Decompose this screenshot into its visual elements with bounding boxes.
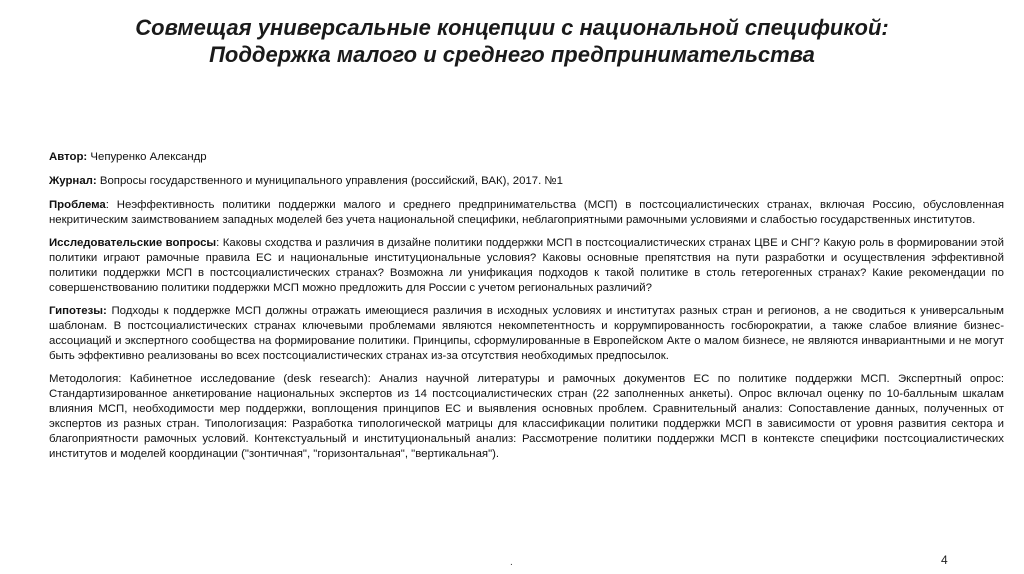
journal-label: Журнал: — [49, 175, 97, 187]
hypotheses-text: Подходы к поддержке МСП должны отражать имеющиеся различия в исходных условиях и институтах разных стран и регионов, а не сводиться к универсальным шаблонам. В постсоциалистических странах ключевыми проблемами являются некомпетентность и коррумпированность госбюрократии, а также слабое влияние бизнес-ассоциаций и экспертного сообщества на формирование политики. Принципы, сформулированные в Европейском Акте о малом бизнесе, не являются инвариантными и не могут быть эффективно реализованы во всех постсоциалистических странах из-за отсутствия необходимых предпосылок. — [49, 305, 1004, 362]
slide-title: Совмещая универсальные концепции с национальной спецификой: Поддержка малого и среднего предпринимательства — [135, 15, 889, 67]
author-value: Чепуренко Александр — [90, 151, 207, 163]
journal-value: Вопросы государственного и муниципального управления (российский, ВАК), 2017. №1 — [99, 175, 563, 187]
page-number: 4 — [941, 553, 948, 567]
problem-paragraph — [49, 198, 1004, 228]
questions-label: Исследовательские вопросы — [49, 237, 217, 249]
hypotheses-paragraph — [49, 304, 1004, 364]
journal-line — [49, 174, 1004, 189]
hypotheses-label: Гипотезы: — [49, 305, 107, 317]
problem-text: : Неэффективность политики поддержки малого и среднего предпринимательства (МСП) в постсоциалистических странах, включая Россию, обусловленная некритическим заимствованием западных моделей без учета национальной специфики, неблагоприятными рамочными условиями и слабостью государственных институтов. — [49, 199, 1004, 226]
footer-dot: . — [510, 557, 513, 568]
questions-text: : Каковы сходства и различия в дизайне политики поддержки МСП в постсоциалистических странах ЦВЕ и СНГ? Какую роль в формировании этой политики играют рамочные правила ЕС и национальные институциональные условия? Каковы основные препятствия на пути разработки и осуществления эффективной политики поддержки МСП в постсоциалистических странах? Возможна ли унификация подходов к такой политике в столь гетерогенных странах? Какие рекомендации по совершенствованию политики поддержки МСП можно предложить для России с учетом региональных различий? — [49, 237, 1004, 294]
author-line — [49, 150, 1004, 165]
problem-label: Проблема — [49, 199, 106, 211]
author-label: Автор: — [49, 151, 88, 163]
questions-paragraph — [49, 236, 1004, 296]
slide-content — [49, 150, 1004, 470]
methodology-paragraph: Методология: Кабинетное исследование (desk research): Анализ научной литературы и рамочных документов ЕС по политике поддержки МСП. Экспертный опрос: Стандартизированное анкетирование национальных экспертов из 14 постсоциалистических стран (22 заполненных анкеты). Опрос включал оценку по 10-балльным шкалам влияния МСП, необходимости мер поддержки, воплощения принципов ЕС и выявления основных проблем. Сравнительный анализ: Сопоставление данных, полученных от экспертов из разных стран. Типологизация: Разработка типологической матрицы для классификации политики поддержки МСП в зависимости от уровня развития сектора и благоприятности рамочных условий. Контекстуальный и институциональный анализ: Рассмотрение политики поддержки МСП в контексте специфики постсоциалистических институтов и моделей координации ("зонтичная", "горизонтальная", "вертикальная"). — [49, 373, 1004, 460]
